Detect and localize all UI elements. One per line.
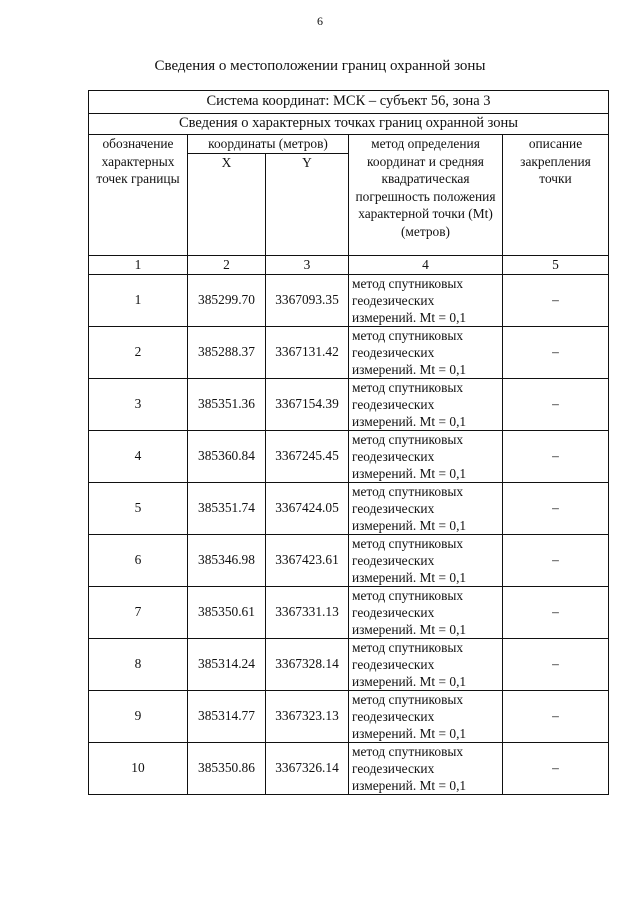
y-coordinate-cell: 3367331.13 xyxy=(266,586,349,638)
description-cell: – xyxy=(503,482,609,534)
column-number-row xyxy=(89,255,609,274)
method-line: геодезических xyxy=(352,656,435,672)
table-row xyxy=(89,638,609,690)
table-row xyxy=(89,274,609,326)
method-line: геодезических xyxy=(352,344,435,360)
document-title: Сведения о местоположении границ охранной зоны xyxy=(154,58,486,74)
header-y: Y xyxy=(266,153,349,255)
header-x: X xyxy=(188,153,266,255)
description-cell: – xyxy=(503,326,609,378)
point-id-cell: 6 xyxy=(89,534,188,586)
method-line: метод спутниковых xyxy=(352,379,464,395)
points-info-row xyxy=(89,114,609,135)
method-line: геодезических xyxy=(352,552,435,568)
table-row xyxy=(89,430,609,482)
y-coordinate-cell: 3367423.61 xyxy=(266,534,349,586)
method-cell xyxy=(349,274,503,326)
method-line: метод спутниковых xyxy=(352,587,464,603)
method-line: геодезических xyxy=(352,500,435,516)
header-row xyxy=(89,135,609,154)
x-coordinate-cell: 385351.74 xyxy=(188,482,266,534)
point-id-cell: 5 xyxy=(89,482,188,534)
x-coordinate-cell: 385299.70 xyxy=(188,274,266,326)
method-line: измерений. Mt = 0,1 xyxy=(352,413,467,429)
method-cell xyxy=(349,534,503,586)
method-line: метод спутниковых xyxy=(352,431,464,447)
header-coordinates: координаты (метров) xyxy=(188,135,349,154)
method-line: измерений. Mt = 0,1 xyxy=(352,725,467,741)
description-cell: – xyxy=(503,274,609,326)
method-line: измерений. Mt = 0,1 xyxy=(352,621,467,637)
page-number: 6 xyxy=(317,14,323,28)
method-line: геодезических xyxy=(352,448,435,464)
table-row xyxy=(89,326,609,378)
table-row xyxy=(89,586,609,638)
x-coordinate-cell: 385314.77 xyxy=(188,690,266,742)
x-coordinate-cell: 385351.36 xyxy=(188,378,266,430)
method-cell xyxy=(349,638,503,690)
method-line: измерений. Mt = 0,1 xyxy=(352,517,467,533)
x-coordinate-cell: 385350.86 xyxy=(188,742,266,794)
y-coordinate-cell: 3367424.05 xyxy=(266,482,349,534)
x-coordinate-cell: 385346.98 xyxy=(188,534,266,586)
table-row xyxy=(89,742,609,794)
method-line: метод спутниковых xyxy=(352,639,464,655)
method-line: метод спутниковых xyxy=(352,483,464,499)
description-cell: – xyxy=(503,534,609,586)
column-number: 3 xyxy=(266,255,349,274)
method-line: геодезических xyxy=(352,292,435,308)
header-method: метод определения координат и средняя квадратическая погрешность положения характерной точки (Mt) (метров) xyxy=(349,135,503,256)
point-id-cell: 8 xyxy=(89,638,188,690)
table-row xyxy=(89,378,609,430)
point-id-cell: 4 xyxy=(89,430,188,482)
point-id-cell: 3 xyxy=(89,378,188,430)
header-description: описание закрепления точки xyxy=(503,135,609,256)
description-cell: – xyxy=(503,742,609,794)
table-body xyxy=(89,274,609,794)
description-cell: – xyxy=(503,378,609,430)
column-number: 2 xyxy=(188,255,266,274)
method-line: геодезических xyxy=(352,760,435,776)
column-number: 5 xyxy=(503,255,609,274)
method-line: измерений. Mt = 0,1 xyxy=(352,777,467,793)
y-coordinate-cell: 3367323.13 xyxy=(266,690,349,742)
y-coordinate-cell: 3367326.14 xyxy=(266,742,349,794)
y-coordinate-cell: 3367328.14 xyxy=(266,638,349,690)
method-line: геодезических xyxy=(352,396,435,412)
table-row xyxy=(89,690,609,742)
y-coordinate-cell: 3367131.42 xyxy=(266,326,349,378)
method-cell xyxy=(349,326,503,378)
x-coordinate-cell: 385314.24 xyxy=(188,638,266,690)
header-designation: обозначение характерных точек границы xyxy=(89,135,188,256)
method-line: метод спутниковых xyxy=(352,535,464,551)
method-cell xyxy=(349,378,503,430)
method-line: измерений. Mt = 0,1 xyxy=(352,361,467,377)
point-id-cell: 2 xyxy=(89,326,188,378)
method-line: измерений. Mt = 0,1 xyxy=(352,465,467,481)
description-cell: – xyxy=(503,638,609,690)
table-row xyxy=(89,482,609,534)
method-line: геодезических xyxy=(352,604,435,620)
coordinate-system-cell: Система координат: МСК – субъект 56, зона 3 xyxy=(89,91,609,114)
method-cell xyxy=(349,742,503,794)
method-line: измерений. Mt = 0,1 xyxy=(352,569,467,585)
description-cell: – xyxy=(503,586,609,638)
point-id-cell: 9 xyxy=(89,690,188,742)
point-id-cell: 1 xyxy=(89,274,188,326)
point-id-cell: 10 xyxy=(89,742,188,794)
table-row xyxy=(89,534,609,586)
method-line: измерений. Mt = 0,1 xyxy=(352,673,467,689)
method-line: метод спутниковых xyxy=(352,275,464,291)
method-line: метод спутниковых xyxy=(352,691,464,707)
x-coordinate-cell: 385288.37 xyxy=(188,326,266,378)
y-coordinate-cell: 3367154.39 xyxy=(266,378,349,430)
x-coordinate-cell: 385350.61 xyxy=(188,586,266,638)
method-line: метод спутниковых xyxy=(352,327,464,343)
description-cell: – xyxy=(503,430,609,482)
point-id-cell: 7 xyxy=(89,586,188,638)
method-line: геодезических xyxy=(352,708,435,724)
method-line: метод спутниковых xyxy=(352,743,464,759)
method-line: измерений. Mt = 0,1 xyxy=(352,309,467,325)
method-cell xyxy=(349,430,503,482)
method-cell xyxy=(349,482,503,534)
column-number: 1 xyxy=(89,255,188,274)
coordinate-system-row xyxy=(89,91,609,114)
description-cell: – xyxy=(503,690,609,742)
y-coordinate-cell: 3367245.45 xyxy=(266,430,349,482)
y-coordinate-cell: 3367093.35 xyxy=(266,274,349,326)
x-coordinate-cell: 385360.84 xyxy=(188,430,266,482)
column-number: 4 xyxy=(349,255,503,274)
method-cell xyxy=(349,690,503,742)
boundary-points-table xyxy=(88,90,609,795)
points-info-cell: Сведения о характерных точках границ охранной зоны xyxy=(89,114,609,135)
method-cell xyxy=(349,586,503,638)
